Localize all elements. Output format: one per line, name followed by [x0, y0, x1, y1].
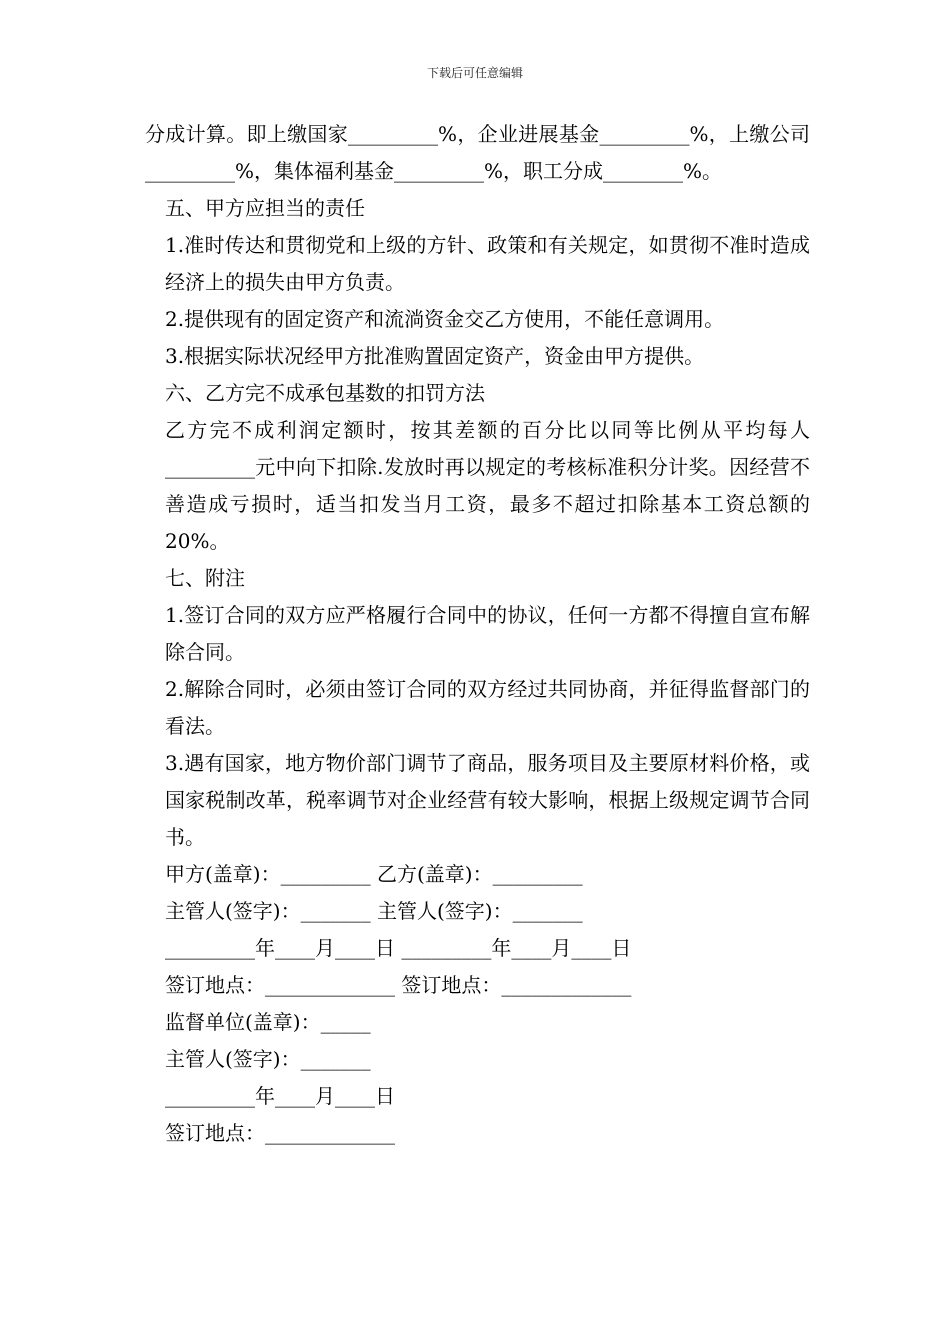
paragraph: 六、乙方完不成承包基数的扣罚方法 — [165, 381, 485, 405]
paragraph: 甲方(盖章)：_________ 乙方(盖章)：_________ — [165, 862, 583, 886]
paragraph: 七、附注 — [165, 566, 245, 590]
paragraph: 签订地点：_____________ 签订地点：_____________ — [165, 973, 632, 997]
paragraph: 1.签订合同的双方应严格履行合同中的协议，任何一方都不得擅自宣布解除合同。 — [165, 603, 810, 664]
document-body — [145, 116, 810, 1152]
page-header: 下载后可任意编辑 — [426, 66, 523, 80]
paragraph: 乙方完不成利润定额时，按其差额的百分比以同等比例从平均每人_________元中向下扣除.发放时再以规定的考核标准积分计奖。因经营不善造成亏损时，适当扣发当月工资，最多不超过扣除基本工资总额的20%。 — [165, 418, 810, 553]
paragraph: 主管人(签字)：_______ — [165, 1047, 371, 1071]
paragraph: 3.遇有国家，地方物价部门调节了商品，服务项目及主要原材料价格，或国家税制改革，税率调节对企业经营有较大影响，根据上级规定调节合同书。 — [165, 751, 810, 849]
paragraph: 五、甲方应担当的责任 — [165, 196, 365, 220]
paragraph: 2.解除合同时，必须由签订合同的双方经过共同协商，并征得监督部门的看法。 — [165, 677, 810, 738]
paragraph: 主管人(签字)：_______ 主管人(签字)：_______ — [165, 899, 583, 923]
paragraph: 2.提供现有的固定资产和流淌资金交乙方使用，不能任意调用。 — [165, 307, 725, 331]
paragraph: 分成计算。即上缴国家_________%，企业进展基金_________%，上缴公司_________%，集体福利基金_________%，职工分成________%。 — [145, 122, 810, 183]
paragraph: _________年____月____日 _________年____月____日 — [165, 936, 632, 960]
paragraph: 签订地点：_____________ — [165, 1121, 395, 1145]
paragraph: _________年____月____日 — [165, 1084, 395, 1108]
paragraph: 3.根据实际状况经甲方批准购置固定资产，资金由甲方提供。 — [165, 344, 705, 368]
paragraph: 监督单位(盖章)：_____ — [165, 1010, 371, 1034]
paragraph: 1.准时传达和贯彻党和上级的方针、政策和有关规定，如贯彻不准时造成经济上的损失由甲方负责。 — [165, 233, 810, 294]
